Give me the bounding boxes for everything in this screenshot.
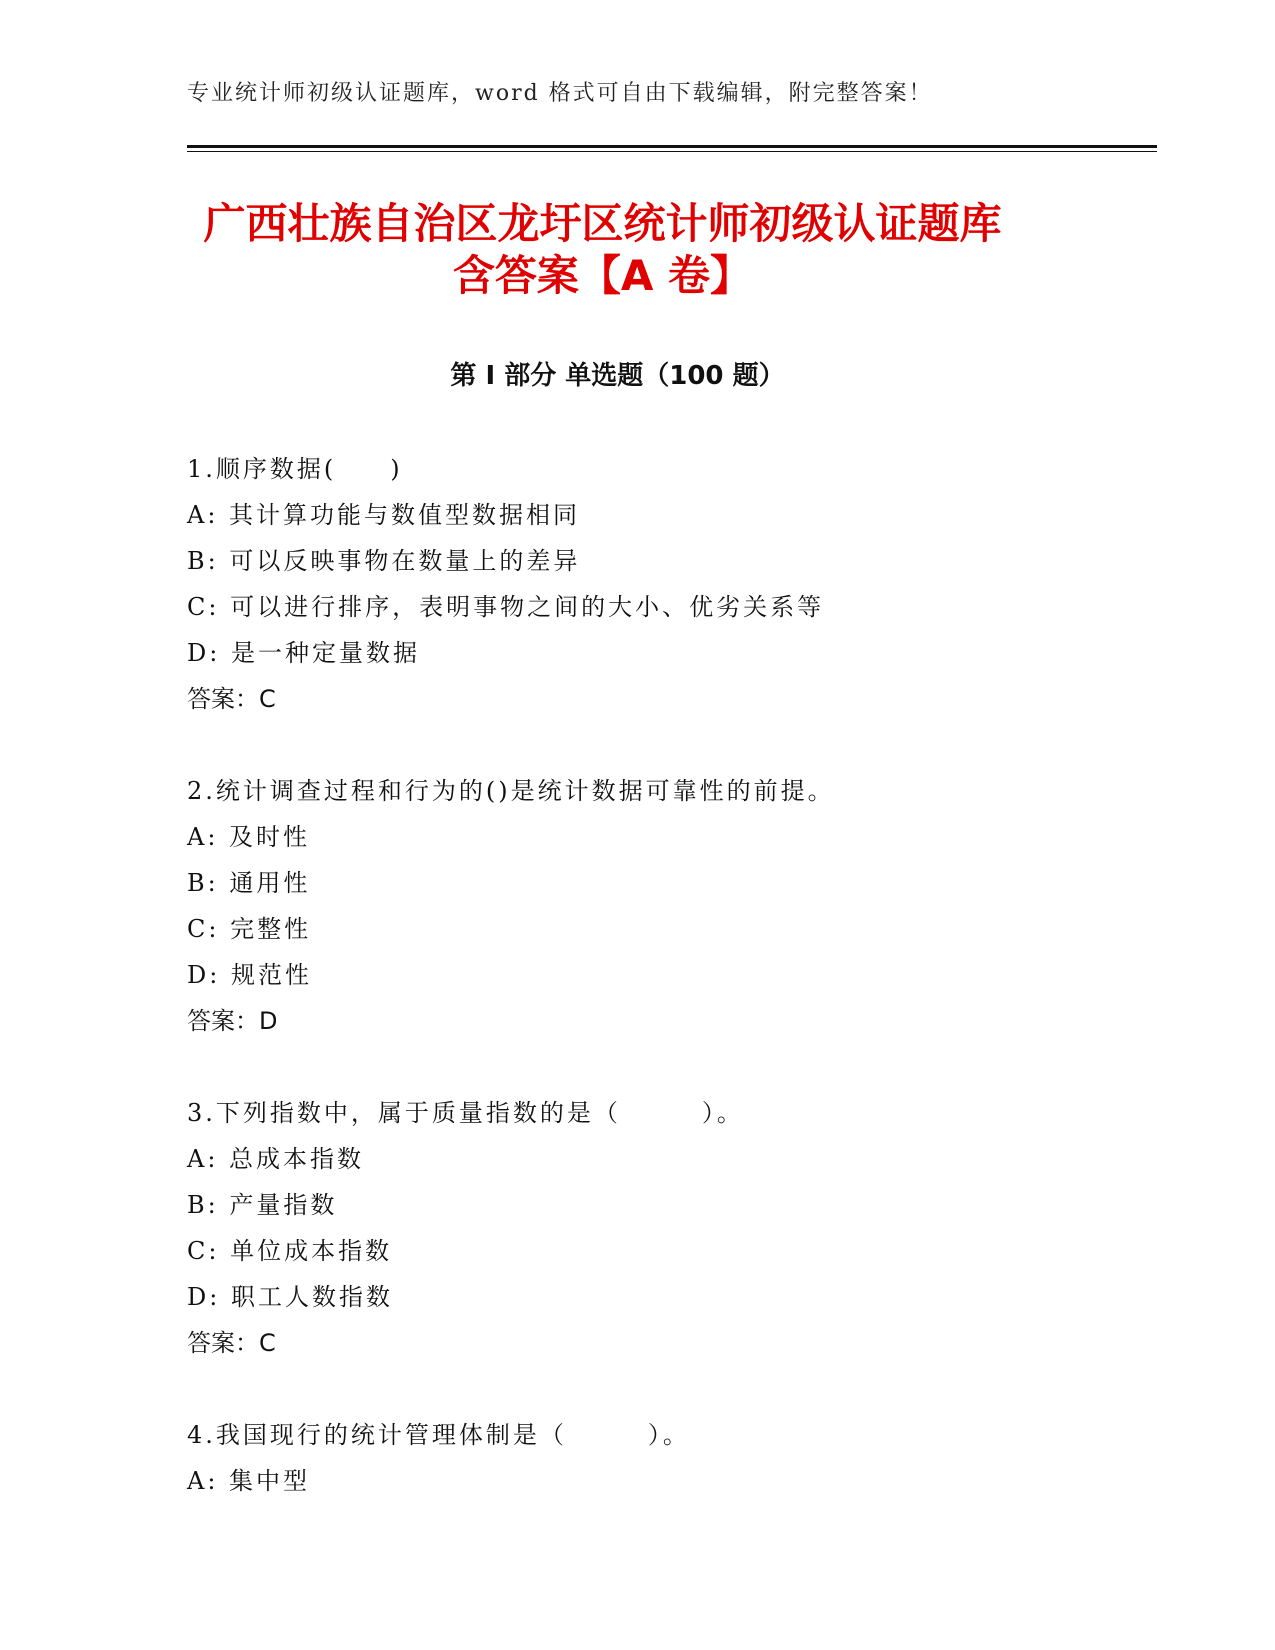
answer: 答案：C xyxy=(187,685,276,713)
header-rule-thick xyxy=(187,145,1157,148)
question-2 xyxy=(187,768,1147,1044)
option-d: D: 职工人数指数 xyxy=(187,1283,393,1311)
question-list xyxy=(187,446,1147,1550)
document-title-line2: 含答案【A 卷】 xyxy=(452,251,753,300)
option-d: D: 是一种定量数据 xyxy=(187,639,420,667)
section-title: 第 I 部分 单选题（100 题） xyxy=(450,361,785,391)
document-title-line1: 广西壮族自治区龙圩区统计师初级认证题库 xyxy=(203,199,1002,248)
document-title xyxy=(0,198,1275,302)
question-stem: 1.顺序数据( ) xyxy=(187,455,403,483)
option-d: D: 规范性 xyxy=(187,961,312,989)
option-b: B: 可以反映事物在数量上的差异 xyxy=(187,547,581,575)
option-b: B: 产量指数 xyxy=(187,1191,338,1219)
option-c: C: 可以进行排序，表明事物之间的大小、优劣关系等 xyxy=(187,593,825,621)
question-4 xyxy=(187,1412,1147,1504)
question-stem: 3.下列指数中，属于质量指数的是（ ）。 xyxy=(187,1099,744,1127)
header-rule-thin xyxy=(187,151,1157,152)
question-1 xyxy=(187,446,1147,722)
answer: 答案：C xyxy=(187,1329,276,1357)
option-a: A: 及时性 xyxy=(187,823,311,851)
option-a: A: 其计算功能与数值型数据相同 xyxy=(187,501,581,529)
option-c: C: 完整性 xyxy=(187,915,312,943)
question-stem: 4.我国现行的统计管理体制是（ ）。 xyxy=(187,1421,690,1449)
question-stem: 2.统计调查过程和行为的()是统计数据可靠性的前提。 xyxy=(187,777,835,805)
option-b: B: 通用性 xyxy=(187,869,311,897)
answer: 答案：D xyxy=(187,1007,278,1035)
option-a: A: 集中型 xyxy=(187,1467,311,1495)
option-a: A: 总成本指数 xyxy=(187,1145,365,1173)
option-c: C: 单位成本指数 xyxy=(187,1237,393,1265)
header-note: 专业统计师初级认证题库，word 格式可自由下载编辑，附完整答案！ xyxy=(187,81,933,106)
question-3 xyxy=(187,1090,1147,1366)
